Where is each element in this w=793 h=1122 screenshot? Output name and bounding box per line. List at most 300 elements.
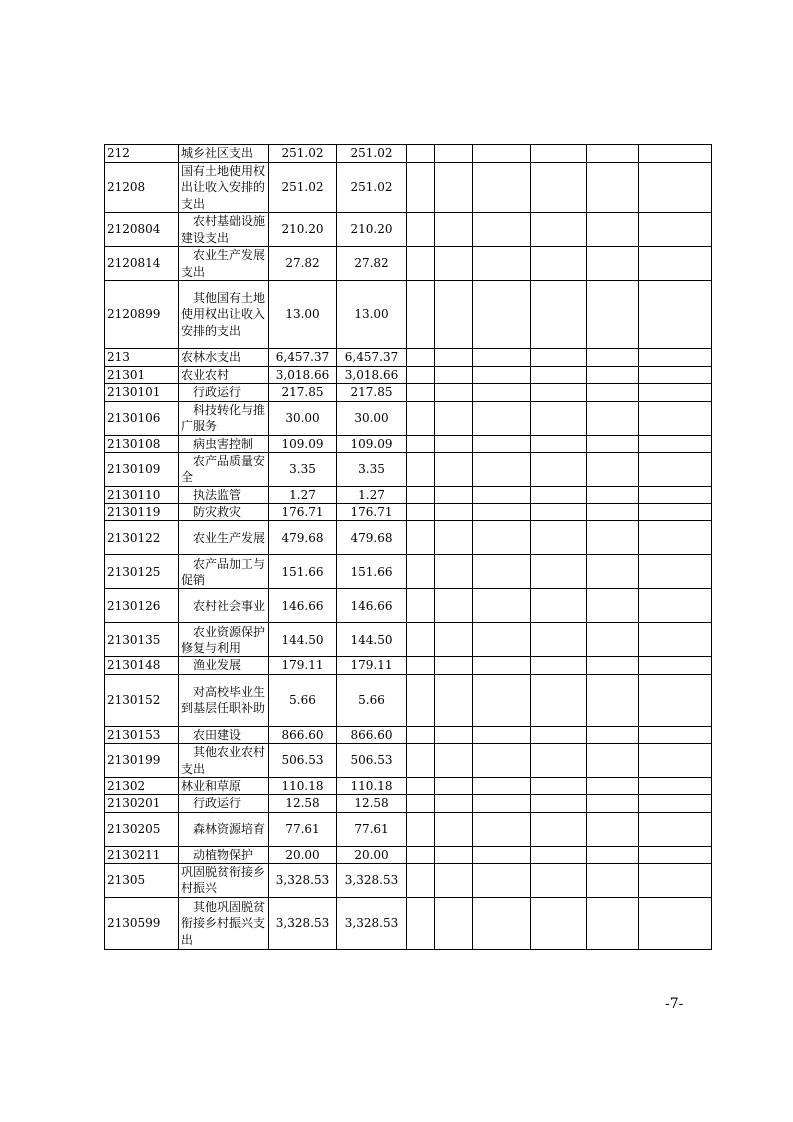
table-row — [105, 145, 712, 163]
empty-cell — [587, 657, 639, 674]
row-amount-1: 3,328.53 — [269, 863, 337, 897]
row-amount-2: 144.50 — [337, 623, 407, 657]
empty-cell — [531, 213, 587, 247]
empty-cell — [587, 897, 639, 949]
empty-cell — [435, 589, 473, 623]
row-name: 森林资源培育 — [179, 812, 269, 846]
empty-cell — [407, 213, 435, 247]
empty-cell — [473, 401, 531, 435]
empty-cell — [407, 778, 435, 795]
row-amount-1: 210.20 — [269, 213, 337, 247]
empty-cell — [435, 435, 473, 452]
row-name: 科技转化与推广服务 — [179, 401, 269, 435]
table-row — [105, 521, 712, 555]
empty-cell — [639, 674, 712, 726]
empty-cell — [473, 812, 531, 846]
empty-cell — [587, 163, 639, 213]
row-amount-1: 144.50 — [269, 623, 337, 657]
row-name: 国有土地使用权出让收入安排的支出 — [179, 163, 269, 213]
table-row — [105, 281, 712, 349]
table-row — [105, 163, 712, 213]
row-amount-1: 77.61 — [269, 812, 337, 846]
row-code: 2120804 — [105, 213, 179, 247]
row-amount-2: 13.00 — [337, 281, 407, 349]
empty-cell — [639, 486, 712, 503]
empty-cell — [531, 401, 587, 435]
row-amount-2: 506.53 — [337, 744, 407, 778]
row-name: 行政运行 — [179, 384, 269, 401]
empty-cell — [435, 846, 473, 863]
row-code: 21305 — [105, 863, 179, 897]
row-name: 农业农村 — [179, 367, 269, 384]
empty-cell — [435, 521, 473, 555]
empty-cell — [435, 657, 473, 674]
row-amount-2: 179.11 — [337, 657, 407, 674]
row-code: 2130135 — [105, 623, 179, 657]
table-row — [105, 674, 712, 726]
empty-cell — [435, 504, 473, 521]
row-name: 林业和草原 — [179, 778, 269, 795]
empty-cell — [407, 657, 435, 674]
empty-cell — [639, 367, 712, 384]
row-amount-2: 3.35 — [337, 452, 407, 486]
empty-cell — [639, 349, 712, 367]
empty-cell — [587, 349, 639, 367]
row-code: 2130110 — [105, 486, 179, 503]
empty-cell — [531, 778, 587, 795]
empty-cell — [531, 657, 587, 674]
row-name: 农村社会事业 — [179, 589, 269, 623]
empty-cell — [639, 145, 712, 163]
empty-cell — [587, 504, 639, 521]
empty-cell — [639, 744, 712, 778]
empty-cell — [407, 589, 435, 623]
row-name: 农产品质量安全 — [179, 452, 269, 486]
empty-cell — [435, 281, 473, 349]
empty-cell — [587, 846, 639, 863]
empty-cell — [587, 452, 639, 486]
empty-cell — [473, 657, 531, 674]
row-code: 2130205 — [105, 812, 179, 846]
empty-cell — [531, 589, 587, 623]
empty-cell — [587, 674, 639, 726]
row-name: 行政运行 — [179, 795, 269, 812]
row-amount-1: 866.60 — [269, 726, 337, 743]
empty-cell — [587, 281, 639, 349]
empty-cell — [473, 145, 531, 163]
row-code: 2120899 — [105, 281, 179, 349]
empty-cell — [587, 778, 639, 795]
row-name: 农村基础设施建设支出 — [179, 213, 269, 247]
empty-cell — [407, 863, 435, 897]
row-code: 2130122 — [105, 521, 179, 555]
empty-cell — [531, 897, 587, 949]
empty-cell — [407, 349, 435, 367]
row-amount-2: 251.02 — [337, 145, 407, 163]
empty-cell — [531, 812, 587, 846]
row-code: 2130119 — [105, 504, 179, 521]
empty-cell — [407, 435, 435, 452]
row-name: 农林水支出 — [179, 349, 269, 367]
row-name: 农产品加工与促销 — [179, 555, 269, 589]
row-amount-1: 179.11 — [269, 657, 337, 674]
empty-cell — [639, 846, 712, 863]
row-amount-2: 217.85 — [337, 384, 407, 401]
row-code: 21208 — [105, 163, 179, 213]
row-code: 21302 — [105, 778, 179, 795]
row-amount-2: 110.18 — [337, 778, 407, 795]
empty-cell — [407, 384, 435, 401]
empty-cell — [587, 145, 639, 163]
empty-cell — [639, 795, 712, 812]
empty-cell — [531, 863, 587, 897]
empty-cell — [473, 521, 531, 555]
table-row — [105, 504, 712, 521]
empty-cell — [587, 384, 639, 401]
empty-cell — [435, 863, 473, 897]
empty-cell — [473, 163, 531, 213]
row-name: 执法监管 — [179, 486, 269, 503]
empty-cell — [639, 897, 712, 949]
empty-cell — [531, 367, 587, 384]
empty-cell — [587, 812, 639, 846]
table-row — [105, 897, 712, 949]
empty-cell — [587, 863, 639, 897]
row-name: 病虫害控制 — [179, 435, 269, 452]
row-name: 农业生产发展支出 — [179, 247, 269, 281]
empty-cell — [587, 726, 639, 743]
empty-cell — [473, 795, 531, 812]
row-amount-1: 20.00 — [269, 846, 337, 863]
empty-cell — [639, 504, 712, 521]
empty-cell — [435, 744, 473, 778]
row-amount-1: 109.09 — [269, 435, 337, 452]
empty-cell — [435, 674, 473, 726]
empty-cell — [407, 795, 435, 812]
empty-cell — [587, 367, 639, 384]
row-amount-1: 30.00 — [269, 401, 337, 435]
empty-cell — [407, 452, 435, 486]
row-amount-2: 5.66 — [337, 674, 407, 726]
row-amount-2: 109.09 — [337, 435, 407, 452]
table-row — [105, 247, 712, 281]
empty-cell — [531, 486, 587, 503]
row-name: 农田建设 — [179, 726, 269, 743]
empty-cell — [531, 435, 587, 452]
empty-cell — [473, 623, 531, 657]
table-row — [105, 384, 712, 401]
empty-cell — [587, 555, 639, 589]
row-amount-2: 77.61 — [337, 812, 407, 846]
empty-cell — [473, 384, 531, 401]
row-amount-1: 217.85 — [269, 384, 337, 401]
table-row — [105, 726, 712, 743]
row-amount-1: 13.00 — [269, 281, 337, 349]
table-row — [105, 657, 712, 674]
table-row — [105, 401, 712, 435]
empty-cell — [435, 145, 473, 163]
empty-cell — [407, 401, 435, 435]
row-code: 2130108 — [105, 435, 179, 452]
row-amount-1: 146.66 — [269, 589, 337, 623]
empty-cell — [473, 486, 531, 503]
table-row — [105, 589, 712, 623]
row-name: 渔业发展 — [179, 657, 269, 674]
empty-cell — [435, 163, 473, 213]
empty-cell — [435, 384, 473, 401]
empty-cell — [531, 281, 587, 349]
empty-cell — [587, 589, 639, 623]
empty-cell — [531, 795, 587, 812]
empty-cell — [531, 145, 587, 163]
empty-cell — [639, 863, 712, 897]
empty-cell — [587, 213, 639, 247]
table-row — [105, 863, 712, 897]
row-code: 21301 — [105, 367, 179, 384]
empty-cell — [531, 452, 587, 486]
empty-cell — [473, 726, 531, 743]
row-amount-1: 251.02 — [269, 163, 337, 213]
row-amount-2: 210.20 — [337, 213, 407, 247]
empty-cell — [435, 795, 473, 812]
table-row — [105, 349, 712, 367]
empty-cell — [407, 367, 435, 384]
row-code: 2130106 — [105, 401, 179, 435]
empty-cell — [473, 504, 531, 521]
row-name: 动植物保护 — [179, 846, 269, 863]
empty-cell — [531, 247, 587, 281]
empty-cell — [531, 555, 587, 589]
table-row — [105, 486, 712, 503]
empty-cell — [473, 247, 531, 281]
row-name: 巩固脱贫衔接乡村振兴 — [179, 863, 269, 897]
row-amount-1: 6,457.37 — [269, 349, 337, 367]
budget-table — [104, 144, 712, 950]
row-amount-1: 110.18 — [269, 778, 337, 795]
empty-cell — [435, 452, 473, 486]
table-row — [105, 744, 712, 778]
row-code: 2130109 — [105, 452, 179, 486]
empty-cell — [473, 863, 531, 897]
empty-cell — [639, 623, 712, 657]
empty-cell — [639, 247, 712, 281]
empty-cell — [473, 897, 531, 949]
row-name: 其他国有土地使用权出让收入安排的支出 — [179, 281, 269, 349]
row-code: 2130153 — [105, 726, 179, 743]
row-amount-1: 1.27 — [269, 486, 337, 503]
empty-cell — [435, 247, 473, 281]
table-row — [105, 846, 712, 863]
row-code: 2130199 — [105, 744, 179, 778]
table-row — [105, 795, 712, 812]
row-amount-2: 30.00 — [337, 401, 407, 435]
empty-cell — [435, 367, 473, 384]
empty-cell — [473, 349, 531, 367]
empty-cell — [639, 778, 712, 795]
table-row — [105, 623, 712, 657]
empty-cell — [639, 452, 712, 486]
row-amount-2: 146.66 — [337, 589, 407, 623]
row-amount-2: 27.82 — [337, 247, 407, 281]
empty-cell — [473, 589, 531, 623]
empty-cell — [473, 281, 531, 349]
row-amount-2: 176.71 — [337, 504, 407, 521]
empty-cell — [639, 163, 712, 213]
table-row — [105, 213, 712, 247]
row-code: 2130599 — [105, 897, 179, 949]
row-amount-1: 5.66 — [269, 674, 337, 726]
empty-cell — [435, 555, 473, 589]
empty-cell — [531, 744, 587, 778]
row-code: 2130211 — [105, 846, 179, 863]
row-amount-2: 12.58 — [337, 795, 407, 812]
table-row — [105, 367, 712, 384]
empty-cell — [407, 674, 435, 726]
row-amount-2: 479.68 — [337, 521, 407, 555]
row-name: 防灾救灾 — [179, 504, 269, 521]
row-code: 2120814 — [105, 247, 179, 281]
empty-cell — [407, 163, 435, 213]
row-amount-1: 176.71 — [269, 504, 337, 521]
empty-cell — [435, 486, 473, 503]
empty-cell — [407, 897, 435, 949]
empty-cell — [435, 623, 473, 657]
empty-cell — [639, 384, 712, 401]
row-amount-1: 251.02 — [269, 145, 337, 163]
empty-cell — [531, 521, 587, 555]
empty-cell — [531, 846, 587, 863]
table-row — [105, 452, 712, 486]
empty-cell — [531, 623, 587, 657]
empty-cell — [587, 744, 639, 778]
empty-cell — [639, 213, 712, 247]
row-amount-2: 251.02 — [337, 163, 407, 213]
empty-cell — [531, 726, 587, 743]
empty-cell — [639, 281, 712, 349]
row-amount-2: 866.60 — [337, 726, 407, 743]
empty-cell — [639, 521, 712, 555]
row-amount-2: 3,328.53 — [337, 863, 407, 897]
empty-cell — [587, 435, 639, 452]
empty-cell — [407, 846, 435, 863]
row-code: 212 — [105, 145, 179, 163]
row-amount-1: 3.35 — [269, 452, 337, 486]
empty-cell — [587, 623, 639, 657]
row-name: 对高校毕业生到基层任职补助 — [179, 674, 269, 726]
table-body — [105, 145, 712, 950]
empty-cell — [639, 555, 712, 589]
row-amount-2: 3,328.53 — [337, 897, 407, 949]
empty-cell — [435, 778, 473, 795]
empty-cell — [473, 367, 531, 384]
row-amount-1: 151.66 — [269, 555, 337, 589]
empty-cell — [473, 452, 531, 486]
empty-cell — [473, 778, 531, 795]
empty-cell — [435, 213, 473, 247]
empty-cell — [407, 812, 435, 846]
row-amount-1: 27.82 — [269, 247, 337, 281]
row-amount-1: 3,328.53 — [269, 897, 337, 949]
empty-cell — [435, 726, 473, 743]
empty-cell — [639, 657, 712, 674]
empty-cell — [587, 247, 639, 281]
empty-cell — [531, 504, 587, 521]
empty-cell — [407, 726, 435, 743]
row-amount-1: 3,018.66 — [269, 367, 337, 384]
empty-cell — [473, 435, 531, 452]
empty-cell — [639, 726, 712, 743]
empty-cell — [639, 589, 712, 623]
empty-cell — [587, 401, 639, 435]
page-number: -7- — [665, 996, 684, 1012]
empty-cell — [587, 795, 639, 812]
row-amount-1: 506.53 — [269, 744, 337, 778]
row-name: 其他农业农村支出 — [179, 744, 269, 778]
row-name: 农业资源保护修复与利用 — [179, 623, 269, 657]
empty-cell — [531, 349, 587, 367]
row-code: 2130101 — [105, 384, 179, 401]
table-row — [105, 435, 712, 452]
empty-cell — [435, 897, 473, 949]
row-code: 2130148 — [105, 657, 179, 674]
row-code: 2130125 — [105, 555, 179, 589]
empty-cell — [407, 744, 435, 778]
empty-cell — [407, 623, 435, 657]
row-name: 其他巩固脱贫衔接乡村振兴支出 — [179, 897, 269, 949]
empty-cell — [407, 521, 435, 555]
table-row — [105, 778, 712, 795]
empty-cell — [473, 744, 531, 778]
row-amount-2: 20.00 — [337, 846, 407, 863]
empty-cell — [407, 504, 435, 521]
row-code: 2130152 — [105, 674, 179, 726]
empty-cell — [435, 401, 473, 435]
row-amount-2: 6,457.37 — [337, 349, 407, 367]
empty-cell — [473, 846, 531, 863]
empty-cell — [473, 674, 531, 726]
empty-cell — [531, 384, 587, 401]
empty-cell — [639, 435, 712, 452]
empty-cell — [531, 674, 587, 726]
empty-cell — [407, 486, 435, 503]
row-amount-2: 151.66 — [337, 555, 407, 589]
row-code: 213 — [105, 349, 179, 367]
table-row — [105, 812, 712, 846]
empty-cell — [435, 349, 473, 367]
empty-cell — [407, 555, 435, 589]
empty-cell — [407, 281, 435, 349]
empty-cell — [639, 812, 712, 846]
empty-cell — [639, 401, 712, 435]
empty-cell — [473, 555, 531, 589]
empty-cell — [587, 486, 639, 503]
row-amount-2: 3,018.66 — [337, 367, 407, 384]
row-code: 2130201 — [105, 795, 179, 812]
empty-cell — [407, 247, 435, 281]
row-amount-1: 479.68 — [269, 521, 337, 555]
row-amount-2: 1.27 — [337, 486, 407, 503]
row-name: 城乡社区支出 — [179, 145, 269, 163]
empty-cell — [473, 213, 531, 247]
table-row — [105, 555, 712, 589]
empty-cell — [587, 521, 639, 555]
row-code: 2130126 — [105, 589, 179, 623]
row-name: 农业生产发展 — [179, 521, 269, 555]
row-amount-1: 12.58 — [269, 795, 337, 812]
empty-cell — [407, 145, 435, 163]
empty-cell — [435, 812, 473, 846]
empty-cell — [531, 163, 587, 213]
